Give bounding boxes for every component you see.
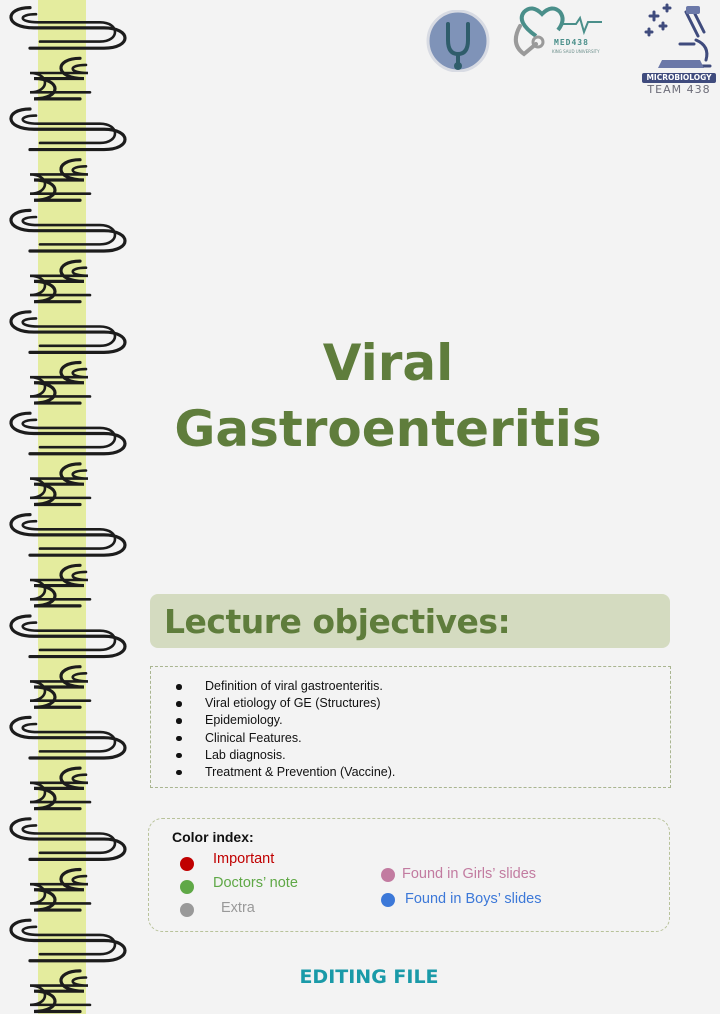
color-index-extra: Extra [221,900,255,916]
microbiology-label: MICROBIOLOGY [642,73,716,83]
girls-slides-color-dot-icon [381,868,395,882]
page-title [150,330,626,462]
objective-item: Viral etiology of GE (Structures) [151,695,395,712]
color-index-important: Important [213,851,275,867]
color-index-doctors-note: Doctors’ note [213,875,298,891]
extra-color-dot-icon [180,903,194,917]
med438-heart-logo-icon [506,2,610,66]
intestine-coil-decoration [0,0,140,1014]
team-label: TEAM 438 [647,83,711,96]
color-index-girls-slides: Found in Girls’ slides [402,866,537,882]
med438-logo-subtext: KING SAUD UNIVERSITY [552,49,600,54]
objective-item: Epidemiology. [151,712,395,729]
med438-logo-text: MED438 [554,38,589,47]
title-line-1: Viral [322,334,454,392]
objective-item: Lab diagnosis. [151,747,395,764]
objectives-header [150,594,670,648]
editing-file-link[interactable]: EDITING FILE [299,966,439,988]
stethoscope-logo-icon [424,10,492,72]
objectives-list [151,678,395,781]
boys-slides-color-dot-icon [381,893,395,907]
objective-item: Clinical Features. [151,730,395,747]
important-color-dot-icon [180,857,194,871]
objective-item: Definition of viral gastroenteritis. [151,678,395,695]
title-line-2: Gastroenteritis [174,400,602,458]
doctors-note-color-dot-icon [180,880,194,894]
color-index-title: Color index: [172,829,254,845]
objective-item: Treatment & Prevention (Vaccine). [151,764,395,781]
objectives-box [150,666,671,788]
objectives-heading: Lecture objectives: [164,602,511,641]
color-index-box [148,818,670,932]
color-index-boys-slides: Found in Boys’ slides [405,891,542,907]
